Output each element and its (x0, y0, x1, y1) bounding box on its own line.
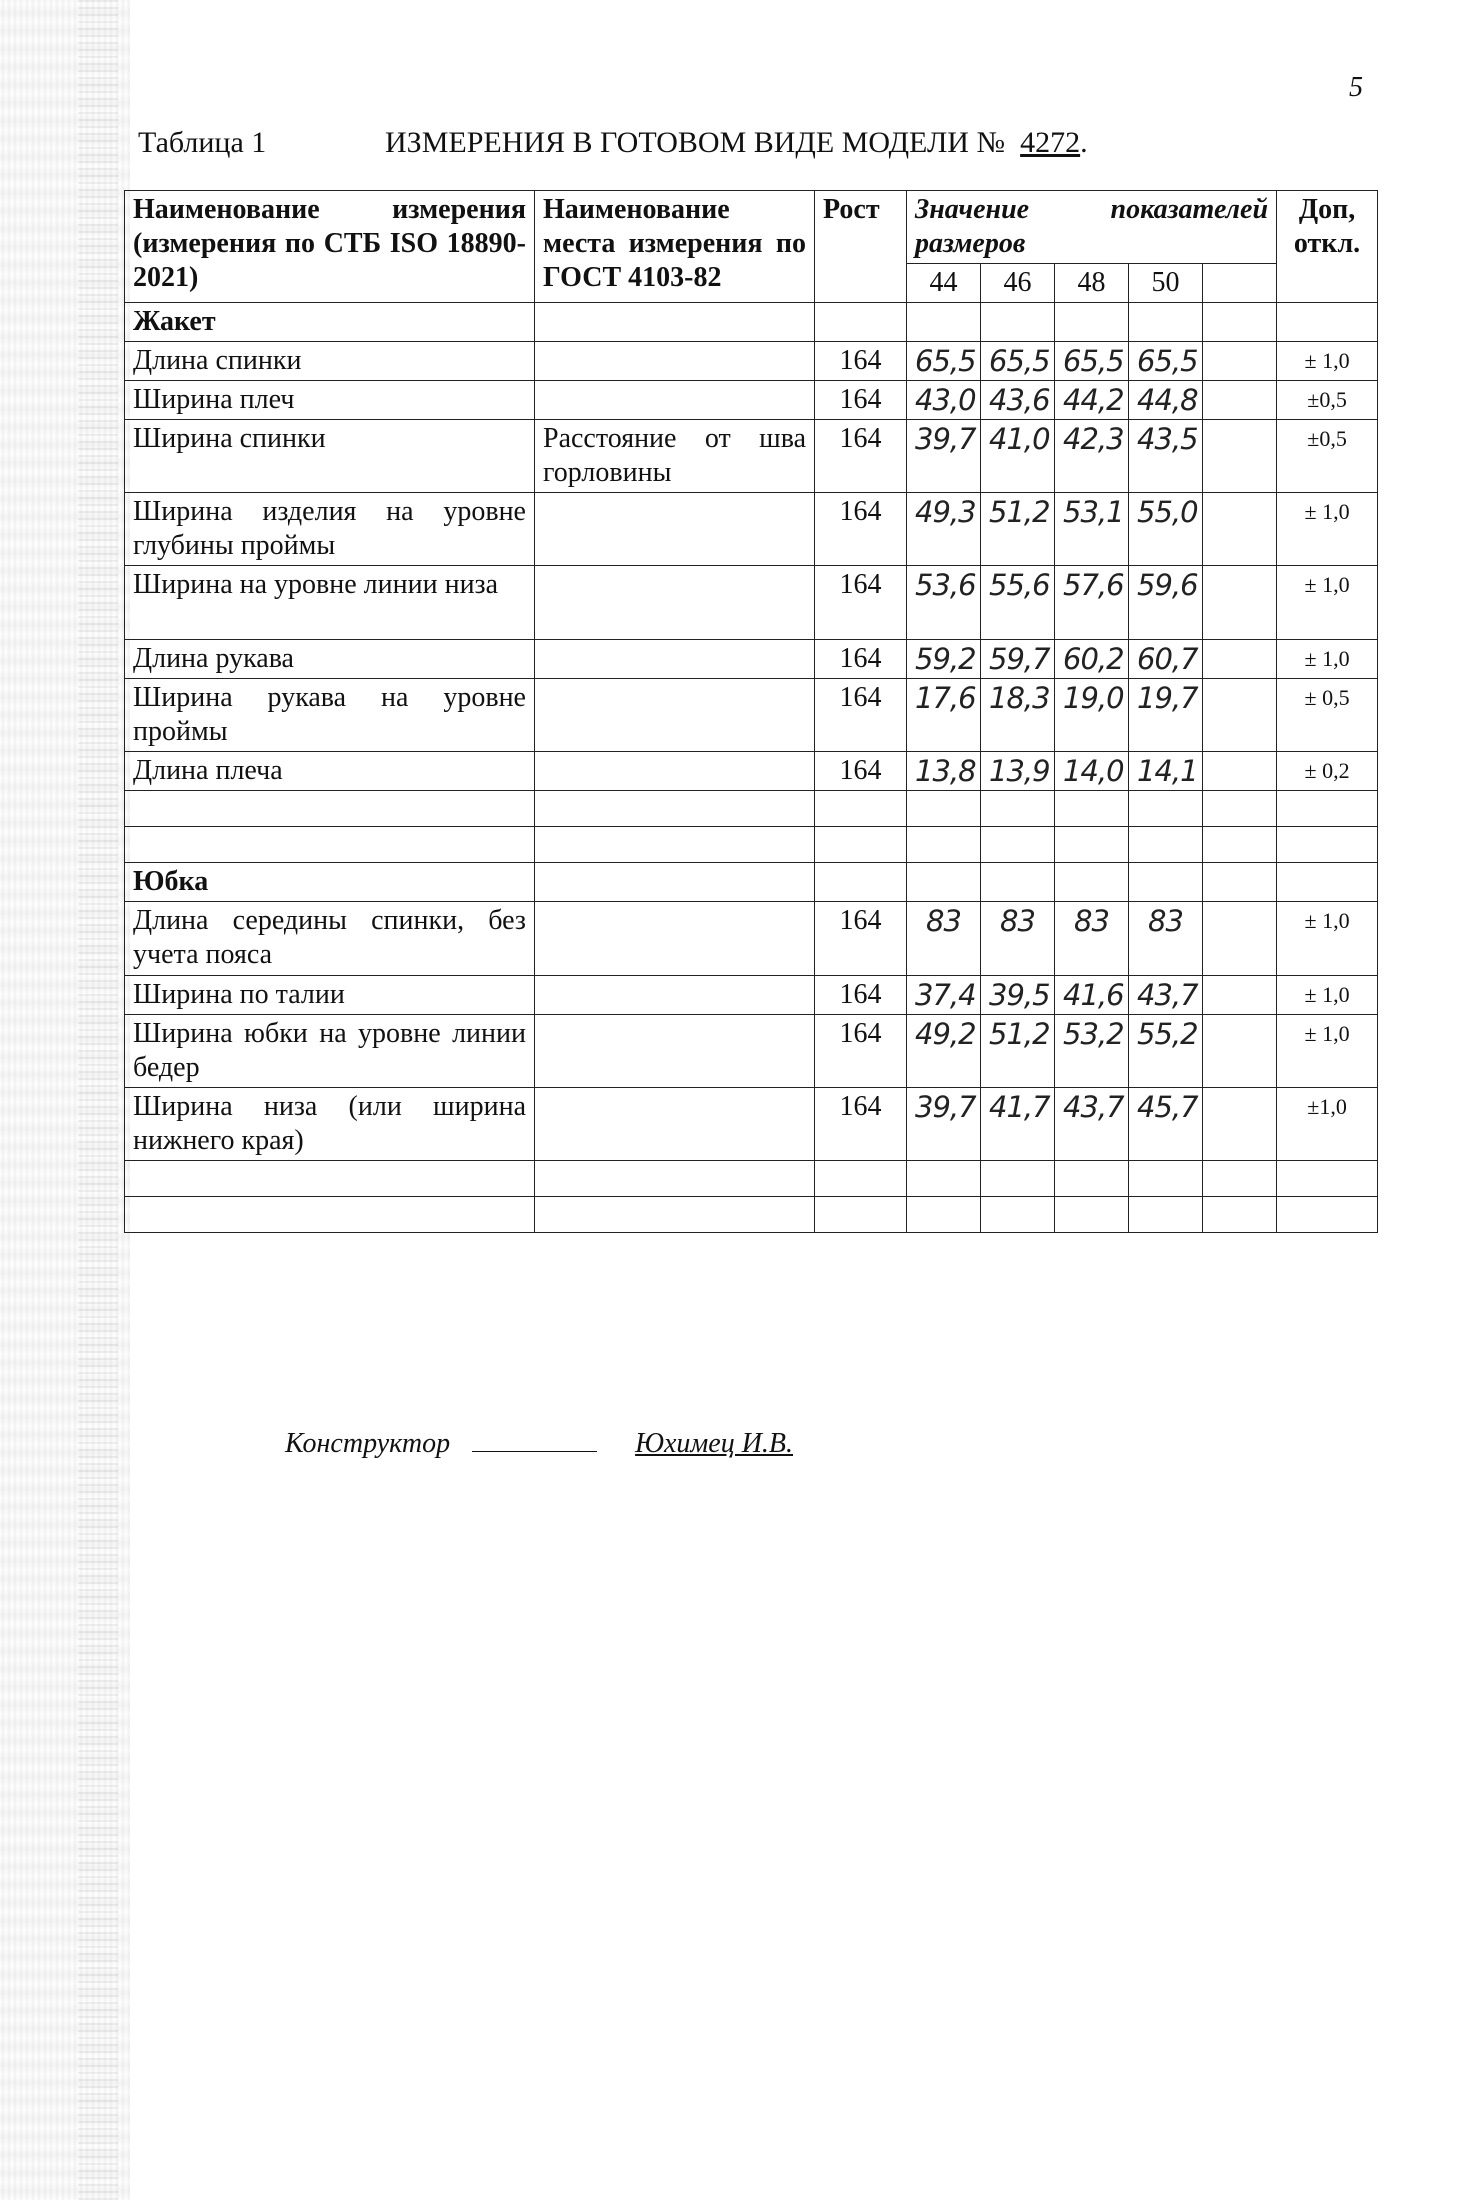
size-value: 83 (1055, 902, 1129, 976)
size-value: 43,7 (1129, 976, 1203, 1015)
empty-cell (1203, 493, 1277, 566)
size-value: 55,2 (1129, 1015, 1203, 1088)
empty-cell (1129, 303, 1203, 342)
size-value: 51,2 (981, 1015, 1055, 1088)
size-value: 45,7 (1129, 1088, 1203, 1161)
empty-cell (1203, 791, 1277, 827)
header-row (125, 191, 1378, 264)
size-value: 39,7 (907, 420, 981, 493)
empty-cell (1203, 827, 1277, 863)
measurements-table (124, 190, 1378, 1233)
measurement-row (125, 566, 1378, 640)
size-value: 43,7 (1055, 1088, 1129, 1161)
height-value: 164 (815, 976, 907, 1015)
empty-cell (907, 303, 981, 342)
measurement-place (535, 976, 815, 1015)
empty-row (125, 1197, 1378, 1233)
height-value: 164 (815, 679, 907, 752)
empty-cell (535, 1197, 815, 1233)
size-44: 44 (907, 264, 981, 303)
measurement-place (535, 752, 815, 791)
empty-cell (815, 1197, 907, 1233)
measurement-place (535, 1015, 815, 1088)
empty-cell (1277, 863, 1378, 902)
empty-cell (1203, 420, 1277, 493)
measurement-name: Ширина изделия на уровне глубины проймы (125, 493, 535, 566)
size-value: 53,1 (1055, 493, 1129, 566)
size-value: 65,5 (907, 342, 981, 381)
empty-cell (1129, 1197, 1203, 1233)
empty-cell (535, 863, 815, 902)
size-value: 57,6 (1055, 566, 1129, 640)
size-value: 43,0 (907, 381, 981, 420)
size-value: 83 (907, 902, 981, 976)
empty-cell (535, 791, 815, 827)
empty-cell (981, 863, 1055, 902)
size-value: 65,5 (1129, 342, 1203, 381)
height-value: 164 (815, 752, 907, 791)
size-value: 17,6 (907, 679, 981, 752)
size-value: 37,4 (907, 976, 981, 1015)
size-value: 13,8 (907, 752, 981, 791)
size-value: 59,2 (907, 640, 981, 679)
height-value: 164 (815, 566, 907, 640)
size-value: 44,8 (1129, 381, 1203, 420)
empty-cell (1129, 1161, 1203, 1197)
size-value: 39,7 (907, 1088, 981, 1161)
header-rost: Рост (815, 191, 907, 303)
empty-cell (981, 303, 1055, 342)
empty-cell (981, 827, 1055, 863)
tolerance-value: ± 0,2 (1277, 752, 1378, 791)
size-value: 53,2 (1055, 1015, 1129, 1088)
size-value: 65,5 (981, 342, 1055, 381)
measurement-place (535, 679, 815, 752)
empty-cell (1203, 1088, 1277, 1161)
empty-cell (1129, 863, 1203, 902)
tolerance-value: ± 1,0 (1277, 342, 1378, 381)
empty-cell (907, 1161, 981, 1197)
tolerance-value: ± 1,0 (1277, 976, 1378, 1015)
empty-cell (907, 827, 981, 863)
size-value: 18,3 (981, 679, 1055, 752)
empty-cell (1055, 791, 1129, 827)
empty-cell (1277, 303, 1378, 342)
model-number: 4272 (1020, 126, 1081, 159)
tolerance-value: ± 1,0 (1277, 1015, 1378, 1088)
empty-cell (815, 1161, 907, 1197)
empty-cell (1203, 902, 1277, 976)
empty-cell (1203, 1197, 1277, 1233)
empty-cell (815, 303, 907, 342)
size-value: 43,6 (981, 381, 1055, 420)
empty-cell (1203, 679, 1277, 752)
measurement-place (535, 902, 815, 976)
empty-cell (1277, 791, 1378, 827)
empty-cell (535, 1161, 815, 1197)
height-value: 164 (815, 1088, 907, 1161)
measurement-row (125, 1088, 1378, 1161)
measurement-name: Ширина спинки (125, 420, 535, 493)
signature-blank (472, 1429, 597, 1452)
measurement-name: Длина рукава (125, 640, 535, 679)
measurement-name: Ширина низа (или ширина нижнего края) (125, 1088, 535, 1161)
size-empty (1203, 264, 1277, 303)
header-name: Наименование измерения (измерения по СТБ ISO 18890-2021) (125, 191, 535, 303)
empty-cell (1129, 827, 1203, 863)
size-value: 14,0 (1055, 752, 1129, 791)
size-value: 19,7 (1129, 679, 1203, 752)
signature-name: Юхимец И.В. (635, 1428, 794, 1459)
size-value: 49,3 (907, 493, 981, 566)
size-value: 41,7 (981, 1088, 1055, 1161)
size-value: 13,9 (981, 752, 1055, 791)
section-title: Юбка (125, 863, 535, 902)
tolerance-value: ± 1,0 (1277, 566, 1378, 640)
size-value: 60,7 (1129, 640, 1203, 679)
measurement-name: Ширина по талии (125, 976, 535, 1015)
size-value: 49,2 (907, 1015, 981, 1088)
empty-cell (1055, 827, 1129, 863)
empty-cell (535, 303, 815, 342)
table-title-text: ИЗМЕРЕНИЯ В ГОТОВОМ ВИДЕ МОДЕЛИ № (385, 126, 1006, 159)
empty-cell (981, 1197, 1055, 1233)
measurement-row (125, 679, 1378, 752)
measurement-place (535, 381, 815, 420)
header-tolerance: Доп, откл. (1277, 191, 1378, 303)
section-row (125, 303, 1378, 342)
section-title: Жакет (125, 303, 535, 342)
header-values-line2: размеров (915, 228, 1026, 259)
size-value: 14,1 (1129, 752, 1203, 791)
empty-cell (125, 827, 535, 863)
height-value: 164 (815, 381, 907, 420)
empty-cell (815, 863, 907, 902)
size-value: 39,5 (981, 976, 1055, 1015)
header-values (907, 191, 1277, 264)
measurement-row (125, 752, 1378, 791)
measurement-place (535, 640, 815, 679)
size-value: 19,0 (1055, 679, 1129, 752)
measurement-place (535, 493, 815, 566)
size-value: 43,5 (1129, 420, 1203, 493)
measurement-row (125, 976, 1378, 1015)
empty-cell (907, 863, 981, 902)
height-value: 164 (815, 342, 907, 381)
empty-cell (1277, 1161, 1378, 1197)
empty-cell (1203, 1015, 1277, 1088)
signature-role: Конструктор (285, 1428, 451, 1459)
tolerance-value: ± 1,0 (1277, 902, 1378, 976)
empty-cell (1277, 827, 1378, 863)
height-value: 164 (815, 1015, 907, 1088)
measurement-row (125, 342, 1378, 381)
empty-cell (1203, 863, 1277, 902)
title-suffix: . (1080, 126, 1088, 159)
measurement-name: Ширина юбки на уровне линии бедер (125, 1015, 535, 1088)
empty-cell (1203, 976, 1277, 1015)
measurement-row (125, 1015, 1378, 1088)
empty-row (125, 1161, 1378, 1197)
tolerance-value: ± 0,5 (1277, 679, 1378, 752)
size-value: 83 (1129, 902, 1203, 976)
height-value: 164 (815, 640, 907, 679)
measurement-place: Расстояние от шва горловины (535, 420, 815, 493)
height-value: 164 (815, 902, 907, 976)
empty-cell (907, 1197, 981, 1233)
empty-cell (1055, 1197, 1129, 1233)
tolerance-value: ±0,5 (1277, 420, 1378, 493)
tolerance-value: ±1,0 (1277, 1088, 1378, 1161)
measurement-row (125, 493, 1378, 566)
empty-cell (1203, 303, 1277, 342)
measurement-place (535, 1088, 815, 1161)
size-value: 59,7 (981, 640, 1055, 679)
size-value: 59,6 (1129, 566, 1203, 640)
empty-cell (815, 791, 907, 827)
measurement-name: Длина плеча (125, 752, 535, 791)
empty-cell (1203, 381, 1277, 420)
header-values-line1: Значение показателей (915, 194, 1269, 225)
empty-cell (1055, 1161, 1129, 1197)
empty-cell (1055, 303, 1129, 342)
tolerance-value: ±0,5 (1277, 381, 1378, 420)
size-value: 51,2 (981, 493, 1055, 566)
tolerance-value: ± 1,0 (1277, 493, 1378, 566)
size-value: 41,0 (981, 420, 1055, 493)
empty-cell (125, 791, 535, 827)
empty-cell (1277, 1197, 1378, 1233)
empty-row (125, 827, 1378, 863)
empty-cell (1203, 566, 1277, 640)
size-value: 44,2 (1055, 381, 1129, 420)
empty-cell (1203, 342, 1277, 381)
measurement-name: Ширина плеч (125, 381, 535, 420)
measurement-row (125, 902, 1378, 976)
height-value: 164 (815, 420, 907, 493)
measurement-name: Ширина рукава на уровне проймы (125, 679, 535, 752)
size-value: 55,0 (1129, 493, 1203, 566)
table-caption: Таблица 1 (138, 126, 267, 159)
empty-row (125, 791, 1378, 827)
size-value: 65,5 (1055, 342, 1129, 381)
empty-cell (1203, 640, 1277, 679)
page-number: 5 (1349, 72, 1363, 103)
empty-cell (1129, 791, 1203, 827)
measurement-place (535, 342, 815, 381)
size-value: 83 (981, 902, 1055, 976)
size-value: 42,3 (1055, 420, 1129, 493)
scan-noise-band (78, 0, 118, 2200)
empty-cell (981, 1161, 1055, 1197)
measurement-place (535, 566, 815, 640)
measurement-row (125, 381, 1378, 420)
empty-cell (535, 827, 815, 863)
height-value: 164 (815, 493, 907, 566)
empty-cell (907, 791, 981, 827)
empty-cell (815, 827, 907, 863)
measurement-row (125, 420, 1378, 493)
signature-line (285, 1428, 793, 1460)
empty-cell (125, 1161, 535, 1197)
empty-cell (1203, 1161, 1277, 1197)
empty-cell (1203, 752, 1277, 791)
section-row (125, 863, 1378, 902)
header-place: Наименование места измерения по ГОСТ 4103-82 (535, 191, 815, 303)
size-value: 53,6 (907, 566, 981, 640)
size-value: 41,6 (1055, 976, 1129, 1015)
measurement-name: Длина середины спинки, без учета пояса (125, 902, 535, 976)
size-46: 46 (981, 264, 1055, 303)
empty-cell (1055, 863, 1129, 902)
empty-cell (125, 1197, 535, 1233)
measurement-row (125, 640, 1378, 679)
measurement-name: Ширина на уровне линии низа (125, 566, 535, 640)
table-title (385, 126, 1088, 160)
size-50: 50 (1129, 264, 1203, 303)
size-value: 60,2 (1055, 640, 1129, 679)
size-value: 55,6 (981, 566, 1055, 640)
empty-cell (981, 791, 1055, 827)
size-48: 48 (1055, 264, 1129, 303)
tolerance-value: ± 1,0 (1277, 640, 1378, 679)
measurement-name: Длина спинки (125, 342, 535, 381)
